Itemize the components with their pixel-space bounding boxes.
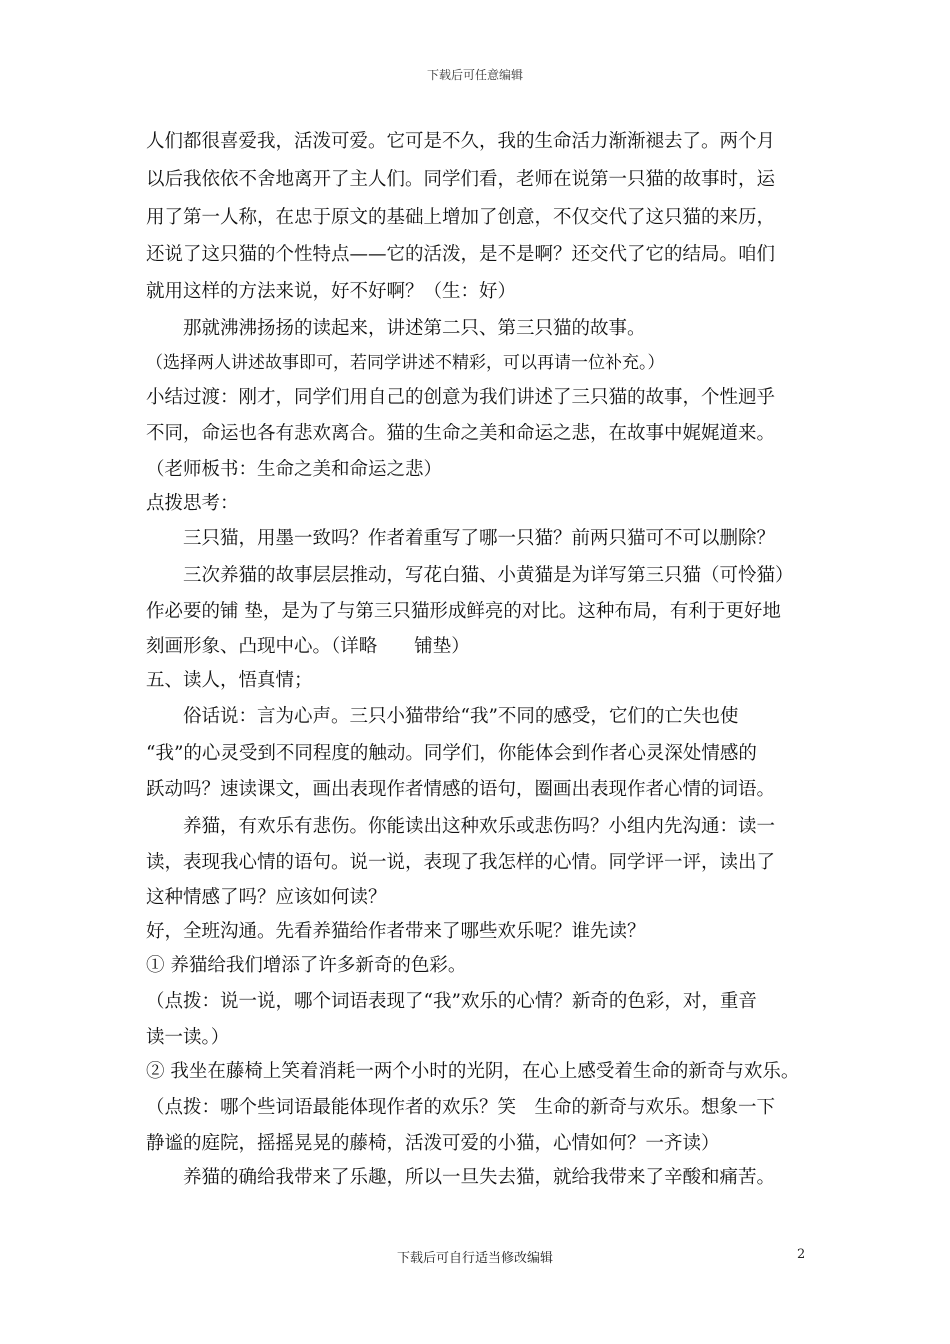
text-line: 小结过渡：刚才，同学们用自己的创意为我们讲述了三只猫的故事，个性迥乎 <box>146 387 776 408</box>
text-line: 静谧的庭院，摇摇晃晃的藤椅，活泼可爱的小猫，心情如何？一齐读） <box>146 1133 720 1154</box>
text-line: （老师板书：生命之美和命运之悲） <box>146 459 443 480</box>
text-line: “我”的心灵受到不同程度的触动。同学们，你能体会到作者心灵深处情感的 <box>146 743 757 764</box>
text-line: 养猫，有欢乐有悲伤。你能读出这种欢乐或悲伤吗？小组内先沟通：读一 <box>146 816 776 837</box>
page-number: 2 <box>797 1247 806 1262</box>
text-line: 读一读。） <box>146 1027 230 1048</box>
text-line: 跃动吗？速读课文，画出表现作者情感的语句，圈画出表现作者心情的词语。 <box>146 779 776 800</box>
text-line: 人们都很喜爱我，活泼可爱。它可是不久，我的生命活力渐渐褪去了。两个月 <box>146 131 776 152</box>
text-line: 作必要的铺 垫，是为了与第三只猫形成鲜亮的对比。这种布局，有利于更好地 <box>146 601 781 622</box>
text-line: 三次养猫的故事层层推动，写花白猫、小黄猫是为详写第三只猫（可怜猫） <box>146 565 794 586</box>
text-line: 这种情感了吗？应该如何读？ <box>146 887 387 908</box>
text-line: 就用这样的方法来说，好不好啊？（生：好） <box>146 281 517 302</box>
text-line: 养猫的确给我带来了乐趣，所以一旦失去猫，就给我带来了辛酸和痛苦。 <box>146 1167 776 1188</box>
text-line: （点拨：哪个些词语最能体现作者的欢乐？笑 生命的新奇与欢乐。想象一下 <box>146 1097 776 1118</box>
text-line: 用了第一人称，在忠于原文的基础上增加了创意，不仅交代了这只猫的来历， <box>146 207 776 228</box>
text-line: 俗话说：言为心声。三只小猫带给“我”不同的感受，它们的亡失也使 <box>146 706 739 727</box>
text-line: 三只猫，用墨一致吗？作者着重写了哪一只猫？前两只猫可不可以删除？ <box>146 528 776 549</box>
text-line: （点拨：说一说，哪个词语表现了“我”欢乐的心情？新奇的色彩，对，重音 <box>146 991 757 1012</box>
text-line: 那就沸沸扬扬的读起来，讲述第二只、第三只猫的故事。 <box>146 318 646 339</box>
page-footer: 下载后可自行适当修改编辑 <box>396 1251 553 1266</box>
text-line: 点拨思考： <box>146 493 239 514</box>
text-line: 以后我依依不舍地离开了主人们。同学们看，老师在说第一只猫的故事时，运 <box>146 169 776 190</box>
text-line: 读，表现我心情的语句。说一说，表现了我怎样的心情。同学评一评，读出了 <box>146 852 776 873</box>
text-line: 还说了这只猫的个性特点——它的活泼，是不是啊？还交代了它的结局。咱们 <box>146 244 776 265</box>
text-line: 刻画形象、凸现中心。（详略 铺垫） <box>146 636 470 657</box>
list-item: ① 养猫给我们增添了许多新奇的色彩。 <box>146 955 467 976</box>
section-heading: 五、读人，悟真情； <box>146 670 313 691</box>
text-line: （选择两人讲述故事即可，若同学讲述不精彩，可以再请一位补充。） <box>146 353 665 373</box>
page-header: 下载后可任意编辑 <box>426 68 523 82</box>
text-line: 不同，命运也各有悲欢离合。猫的生命之美和命运之悲，在故事中娓娓道来。 <box>146 423 776 444</box>
text-line: 好，全班沟通。先看养猫给作者带来了哪些欢乐呢？谁先读？ <box>146 921 646 942</box>
list-item: ② 我坐在藤椅上笑着消耗一两个小时的光阴，在心上感受着生命的新奇与欢乐。 <box>146 1061 800 1082</box>
